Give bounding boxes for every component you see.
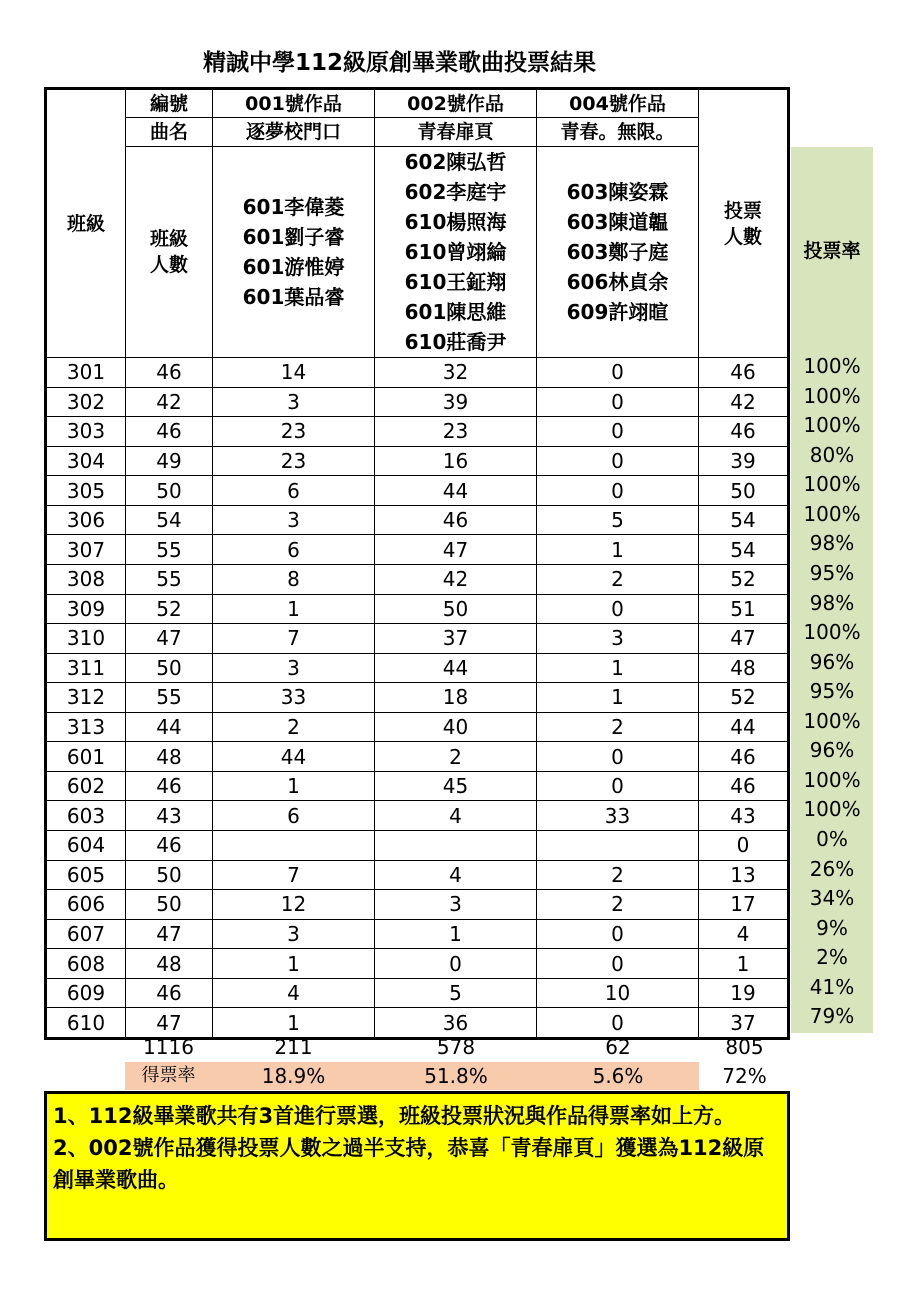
vote-rate-header: 投票率 xyxy=(803,240,861,262)
work-002-votes: 5 xyxy=(375,978,537,1008)
total-voters: 805 xyxy=(725,1035,764,1059)
table-row xyxy=(46,742,789,772)
work-004-votes: 0 xyxy=(537,387,699,417)
work-002-votes: 42 xyxy=(375,564,537,594)
work-002-authors xyxy=(375,147,537,358)
vote-rate-cell: 100% xyxy=(803,767,861,792)
vote-rate-cell: 80% xyxy=(809,442,855,467)
voters-cell: 48 xyxy=(699,653,789,683)
author-name: 602陳弘哲 xyxy=(404,150,507,174)
author-name: 603陳姿霖 xyxy=(566,180,669,204)
author-name: 601劉子睿 xyxy=(242,225,345,249)
work-004-votes: 1 xyxy=(537,683,699,713)
work-002-votes: 23 xyxy=(375,417,537,447)
class-cell: 604 xyxy=(46,831,126,861)
work-001-votes: 3 xyxy=(213,919,375,949)
table-row xyxy=(46,358,789,388)
table-row xyxy=(46,417,789,447)
author-name: 609許翊暄 xyxy=(566,300,669,324)
voters-cell: 39 xyxy=(699,446,789,476)
class-cell: 307 xyxy=(46,535,126,565)
work-001-votes: 1 xyxy=(213,594,375,624)
work-004-votes: 0 xyxy=(537,358,699,388)
work-004-votes: 0 xyxy=(537,594,699,624)
work-004-authors xyxy=(537,147,699,358)
class-size-cell: 50 xyxy=(126,890,213,920)
work-001-votes: 8 xyxy=(213,564,375,594)
work-002-votes: 47 xyxy=(375,535,537,565)
work-004-number: 004號作品 xyxy=(537,89,699,118)
work-001-votes: 23 xyxy=(213,446,375,476)
work-002-votes: 37 xyxy=(375,624,537,654)
voters-cell: 54 xyxy=(699,535,789,565)
vote-rate-cell: 100% xyxy=(803,383,861,408)
work-001-votes: 1 xyxy=(213,949,375,979)
work-002-number: 002號作品 xyxy=(375,89,537,118)
share-work-002: 51.8% xyxy=(424,1064,488,1088)
voters-cell: 46 xyxy=(699,417,789,447)
class-size-cell: 55 xyxy=(126,535,213,565)
vote-rate-cell: 100% xyxy=(803,501,861,526)
work-001-votes: 2 xyxy=(213,712,375,742)
table-row xyxy=(46,564,789,594)
vote-rate-cell: 9% xyxy=(816,915,848,940)
work-004-votes: 1 xyxy=(537,653,699,683)
class-cell: 603 xyxy=(46,801,126,831)
class-size-cell: 47 xyxy=(126,624,213,654)
vote-rate-cell: 100% xyxy=(803,354,861,378)
vote-rate-cell: 100% xyxy=(803,708,861,733)
work-002-votes: 36 xyxy=(375,1008,537,1039)
table-row xyxy=(46,949,789,979)
work-002-votes: 32 xyxy=(375,358,537,388)
author-name: 602李庭宇 xyxy=(404,180,507,204)
class-size-cell: 48 xyxy=(126,742,213,772)
work-002-votes: 18 xyxy=(375,683,537,713)
total-work-004: 62 xyxy=(605,1035,631,1059)
voters-cell: 51 xyxy=(699,594,789,624)
work-004-votes: 33 xyxy=(537,801,699,831)
vote-rate-cell: 100% xyxy=(803,797,861,822)
table-row xyxy=(46,476,789,506)
work-004-votes: 0 xyxy=(537,919,699,949)
work-001-votes: 1 xyxy=(213,1008,375,1039)
share-work-001: 18.9% xyxy=(261,1064,326,1088)
share-work-004: 5.6% xyxy=(592,1064,644,1088)
voters-cell: 52 xyxy=(699,564,789,594)
author-name: 610曾翊綸 xyxy=(404,240,507,264)
work-002-votes: 44 xyxy=(375,476,537,506)
table-row xyxy=(46,831,789,861)
total-class-size: 1116 xyxy=(143,1035,194,1059)
table-row xyxy=(46,387,789,417)
class-cell: 310 xyxy=(46,624,126,654)
overall-vote-rate: 72% xyxy=(722,1064,767,1088)
work-004-votes: 0 xyxy=(537,949,699,979)
notes-box xyxy=(44,1091,790,1241)
vote-rate-cell: 95% xyxy=(809,679,855,704)
work-004-votes: 0 xyxy=(537,742,699,772)
vote-rate-cell: 95% xyxy=(809,560,855,585)
vote-rate-cell: 96% xyxy=(809,738,855,763)
voters-cell: 47 xyxy=(699,624,789,654)
work-001-votes: 12 xyxy=(213,890,375,920)
work-004-votes xyxy=(537,831,699,861)
class-size-cell: 55 xyxy=(126,564,213,594)
class-cell: 306 xyxy=(46,505,126,535)
class-cell: 610 xyxy=(46,1008,126,1039)
table-row xyxy=(46,653,789,683)
class-cell: 601 xyxy=(46,742,126,772)
table-row xyxy=(46,919,789,949)
table-row xyxy=(46,860,789,890)
table-row xyxy=(46,683,789,713)
author-name: 610王鉦翔 xyxy=(404,270,507,294)
work-004-votes: 2 xyxy=(537,712,699,742)
author-name: 601陳思維 xyxy=(404,300,507,324)
author-name: 601葉品睿 xyxy=(242,285,345,309)
class-size-cell: 50 xyxy=(126,653,213,683)
voters-cell: 13 xyxy=(699,860,789,890)
work-002-votes: 4 xyxy=(375,860,537,890)
total-work-001: 211 xyxy=(274,1035,313,1059)
class-size-cell: 46 xyxy=(126,978,213,1008)
class-size-cell: 46 xyxy=(126,771,213,801)
class-cell: 609 xyxy=(46,978,126,1008)
class-cell: 309 xyxy=(46,594,126,624)
class-header: 班級 xyxy=(46,89,126,358)
work-004-votes: 0 xyxy=(537,771,699,801)
work-001-votes: 14 xyxy=(213,358,375,388)
class-cell: 302 xyxy=(46,387,126,417)
work-001-votes: 6 xyxy=(213,801,375,831)
class-cell: 311 xyxy=(46,653,126,683)
table-row xyxy=(46,712,789,742)
voters-header: 投票 人數 xyxy=(699,89,789,358)
class-cell: 303 xyxy=(46,417,126,447)
work-001-votes: 1 xyxy=(213,771,375,801)
work-001-votes: 3 xyxy=(213,505,375,535)
work-002-votes: 3 xyxy=(375,890,537,920)
voters-cell: 43 xyxy=(699,801,789,831)
vote-rate-cell: 98% xyxy=(809,590,855,615)
vote-rate-cell: 100% xyxy=(803,472,861,497)
class-size-cell: 46 xyxy=(126,358,213,388)
class-cell: 308 xyxy=(46,564,126,594)
voters-cell: 1 xyxy=(699,949,789,979)
work-004-votes: 3 xyxy=(537,624,699,654)
vote-rate-cell: 100% xyxy=(803,620,861,645)
voters-cell: 52 xyxy=(699,683,789,713)
work-002-votes: 2 xyxy=(375,742,537,772)
work-002-votes: 50 xyxy=(375,594,537,624)
voters-cell: 0 xyxy=(699,831,789,861)
work-001-votes: 4 xyxy=(213,978,375,1008)
author-name: 606林貞余 xyxy=(566,270,669,294)
song-header: 曲名 xyxy=(126,118,213,147)
voters-cell: 17 xyxy=(699,890,789,920)
class-size-cell: 46 xyxy=(126,417,213,447)
vote-rate-cell: 26% xyxy=(809,856,855,881)
work-001-votes: 44 xyxy=(213,742,375,772)
voters-cell: 46 xyxy=(699,742,789,772)
vote-rate-cell: 100% xyxy=(803,413,861,438)
class-cell: 602 xyxy=(46,771,126,801)
work-001-votes: 6 xyxy=(213,476,375,506)
class-cell: 608 xyxy=(46,949,126,979)
voters-cell: 50 xyxy=(699,476,789,506)
class-size-cell: 55 xyxy=(126,683,213,713)
work-001-authors xyxy=(213,147,375,358)
voters-cell: 44 xyxy=(699,712,789,742)
table-row xyxy=(46,978,789,1008)
share-label: 得票率 xyxy=(141,1065,196,1086)
author-name: 601游惟婷 xyxy=(242,255,345,279)
work-001-votes: 7 xyxy=(213,860,375,890)
vote-rate-column xyxy=(791,352,873,1032)
work-002-votes: 16 xyxy=(375,446,537,476)
table-row xyxy=(46,801,789,831)
table-row xyxy=(46,890,789,920)
vote-rate-cell: 2% xyxy=(816,945,848,970)
table-row xyxy=(46,535,789,565)
total-work-002: 578 xyxy=(436,1035,476,1059)
class-cell: 606 xyxy=(46,890,126,920)
number-header: 編號 xyxy=(126,89,213,118)
author-name: 603鄭子庭 xyxy=(566,240,669,264)
voters-cell: 54 xyxy=(699,505,789,535)
class-size-header: 班級 人數 xyxy=(126,147,213,358)
work-002-votes: 40 xyxy=(375,712,537,742)
work-004-votes: 10 xyxy=(537,978,699,1008)
work-004-votes: 0 xyxy=(537,476,699,506)
class-size-cell: 50 xyxy=(126,860,213,890)
work-002-votes: 0 xyxy=(375,949,537,979)
work-004-votes: 5 xyxy=(537,505,699,535)
work-001-number: 001號作品 xyxy=(213,89,375,118)
class-size-cell: 44 xyxy=(126,712,213,742)
voters-cell: 4 xyxy=(699,919,789,949)
results-table xyxy=(44,87,790,1040)
table-row xyxy=(46,594,789,624)
voters-cell: 46 xyxy=(699,771,789,801)
voters-cell: 19 xyxy=(699,978,789,1008)
work-001-votes: 33 xyxy=(213,683,375,713)
voters-cell: 46 xyxy=(699,358,789,388)
vote-rate-cell: 34% xyxy=(809,886,855,911)
work-001-votes: 6 xyxy=(213,535,375,565)
note-2: 2、002號作品獲得投票人數之過半支持，恭喜「青春扉頁」獲選為112級原創畢業歌曲。 xyxy=(53,1136,765,1192)
work-002-votes: 1 xyxy=(375,919,537,949)
voters-cell: 37 xyxy=(699,1008,789,1039)
table-row xyxy=(46,624,789,654)
page-title: 精誠中學112級原創畢業歌曲投票結果 xyxy=(203,50,597,76)
class-size-cell: 46 xyxy=(126,831,213,861)
author-name: 610莊喬尹 xyxy=(404,330,507,354)
work-002-votes: 4 xyxy=(375,801,537,831)
class-size-cell: 54 xyxy=(126,505,213,535)
work-004-song: 青春。無限。 xyxy=(537,118,699,147)
class-cell: 313 xyxy=(46,712,126,742)
voters-cell: 42 xyxy=(699,387,789,417)
vote-rate-cell: 79% xyxy=(809,1004,855,1029)
work-004-votes: 1 xyxy=(537,535,699,565)
work-001-votes: 3 xyxy=(213,387,375,417)
vote-rate-cell: 0% xyxy=(816,827,848,851)
class-size-cell: 50 xyxy=(126,476,213,506)
class-cell: 301 xyxy=(46,358,126,388)
class-cell: 305 xyxy=(46,476,126,506)
class-cell: 605 xyxy=(46,860,126,890)
work-004-votes: 0 xyxy=(537,417,699,447)
author-name: 603陳道韞 xyxy=(566,210,669,234)
work-001-votes: 23 xyxy=(213,417,375,447)
work-002-votes: 46 xyxy=(375,505,537,535)
author-name: 610楊照海 xyxy=(404,210,507,234)
work-001-song: 逐夢校門口 xyxy=(213,118,375,147)
table-row xyxy=(46,505,789,535)
work-002-votes: 45 xyxy=(375,771,537,801)
class-size-cell: 47 xyxy=(126,1008,213,1039)
work-004-votes: 2 xyxy=(537,860,699,890)
class-size-cell: 43 xyxy=(126,801,213,831)
work-004-votes: 0 xyxy=(537,446,699,476)
vote-rate-cell: 98% xyxy=(809,531,855,556)
note-1: 1、112級畢業歌共有3首進行票選，班級投票狀況與作品得票率如上方。 xyxy=(53,1104,736,1128)
class-size-cell: 42 xyxy=(126,387,213,417)
work-002-votes: 39 xyxy=(375,387,537,417)
work-001-votes: 7 xyxy=(213,624,375,654)
work-004-votes: 2 xyxy=(537,564,699,594)
work-004-votes: 0 xyxy=(537,1008,699,1039)
author-name: 601李偉菱 xyxy=(242,195,345,219)
class-size-cell: 49 xyxy=(126,446,213,476)
class-size-cell: 48 xyxy=(126,949,213,979)
class-size-cell: 47 xyxy=(126,919,213,949)
table-row xyxy=(46,771,789,801)
class-size-cell: 52 xyxy=(126,594,213,624)
vote-rate-cell: 96% xyxy=(809,649,855,674)
class-cell: 304 xyxy=(46,446,126,476)
work-001-votes: 3 xyxy=(213,653,375,683)
work-002-votes: 44 xyxy=(375,653,537,683)
class-cell: 312 xyxy=(46,683,126,713)
class-cell: 607 xyxy=(46,919,126,949)
table-row xyxy=(46,446,789,476)
work-004-votes: 2 xyxy=(537,890,699,920)
work-002-song: 青春扉頁 xyxy=(375,118,537,147)
work-002-votes xyxy=(375,831,537,861)
vote-rate-cell: 41% xyxy=(809,974,855,999)
work-001-votes xyxy=(213,831,375,861)
